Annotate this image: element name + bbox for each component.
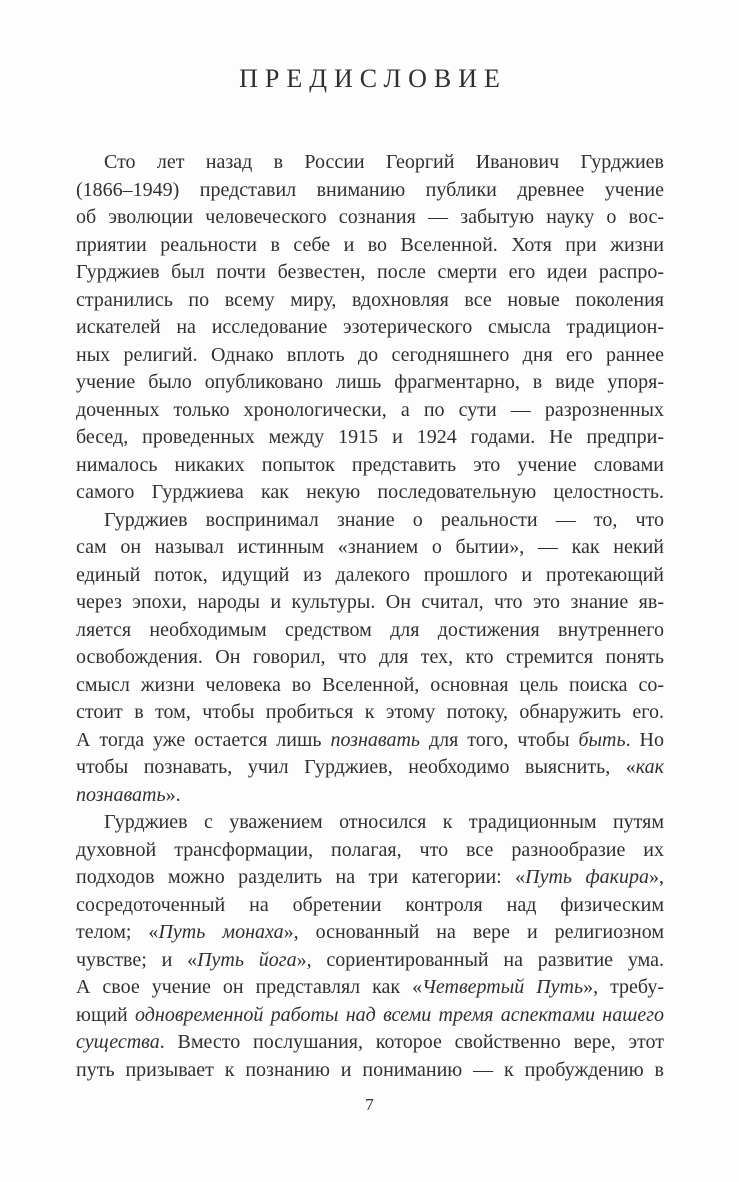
text-run: Сто лет назад в России Георгий Иванович Гурджиев [104, 151, 664, 173]
text-run: А свое учение он представлял как « [76, 976, 423, 998]
text-line [76, 314, 664, 342]
text-line [76, 397, 664, 425]
text-line [76, 177, 664, 205]
text-run: единый поток, идущий из далекого прошлого и протекающий [76, 563, 664, 586]
text-run: подходов можно разделить на три категории: « [76, 866, 526, 888]
text-line [76, 782, 664, 810]
text-run: Гурджиев был почти безвестен, после смерти его идеи распро- [76, 261, 664, 283]
text-line [76, 974, 664, 1002]
text-run: ляется необходимым средством для достижения внутреннего [76, 618, 664, 641]
text-line [76, 204, 664, 232]
text-run: познавать [330, 728, 420, 751]
text-run: ». [165, 783, 181, 806]
text-line [76, 369, 664, 397]
text-line [76, 452, 664, 480]
text-line [76, 699, 664, 727]
text-run: учение было опубликовано лишь фрагментарно, в виде упоря- [76, 371, 664, 393]
text-line [76, 809, 664, 837]
text-run: . Но [625, 728, 664, 751]
text-line [76, 837, 664, 865]
text-line [76, 1002, 664, 1030]
text-line [76, 617, 664, 645]
text-line [76, 479, 664, 507]
text-run: познавать [76, 783, 166, 806]
text-run: Путь монаха [158, 921, 284, 943]
text-line [76, 1029, 664, 1057]
text-run: освобождения. Он говорил, что для тех, кто стремится понять [76, 646, 664, 668]
text-run: Гурджиев с уважением относился к традиционным путям [104, 811, 664, 833]
text-line [76, 672, 664, 700]
text-run: сам он называл истинным «знанием о бытии», — как некий [76, 536, 664, 558]
text-line [76, 259, 664, 287]
text-run: для того, чтобы [420, 728, 579, 751]
text-line [76, 919, 664, 947]
text-run: бесед, проведенных между 1915 и 1924 годами. Не предпри- [76, 426, 664, 448]
paragraph [76, 507, 664, 810]
text-line [76, 534, 664, 562]
text-run: духовной трансформации, полагая, что все разнообразие их [76, 838, 664, 861]
text-line [76, 232, 664, 260]
text-run: », требу- [583, 976, 664, 998]
text-run: Четвертый Путь [422, 976, 584, 998]
text-run: стоит в том, чтобы пробиться к этому потоку, обнаружить его. [76, 701, 664, 723]
text-run: телом; « [76, 921, 159, 943]
paragraph [76, 149, 664, 507]
text-line [76, 1057, 664, 1085]
text-run: об эволюции человеческого сознания — забытую науку о вос- [76, 206, 664, 228]
text-line [76, 287, 664, 315]
text-run: сосредоточенный на обретении контроля над физическим [76, 893, 664, 916]
text-run: Гурджиев воспринимал знание о реальности — то, что [104, 508, 664, 531]
page-number: 7 [365, 1095, 374, 1114]
text-run: искателей на исследование эзотерического смысла традицион- [76, 316, 664, 338]
text-run: ющий [76, 1003, 136, 1026]
text-run: быть [578, 728, 626, 751]
text-run: нималось никаких попыток представить это учение словами [76, 453, 664, 476]
text-run: одновременной работы над всеми тремя аспектами нашего [135, 1003, 664, 1026]
page-title: ПРЕДИСЛОВИЕ [239, 64, 507, 93]
text-run: чтобы познавать, учил Гурджиев, необходимо выяснить, « [76, 756, 636, 778]
text-line [76, 947, 664, 975]
text-run: А тогда уже остается лишь [76, 728, 331, 751]
text-run: чувстве; и « [76, 948, 198, 971]
text-line [76, 562, 664, 590]
text-run: », сориентированный на развитие ума. [296, 948, 664, 971]
text-run: через эпохи, народы и культуры. Он считал, что это знание яв- [76, 591, 664, 613]
text-run: путь призывает к познанию и пониманию — к пробуждению в [76, 1058, 664, 1081]
text-run: Путь факира [525, 866, 650, 888]
text-line [76, 424, 664, 452]
text-run: . Вместо послушания, которое свойственно вере, этот [159, 1031, 664, 1053]
text-line [76, 644, 664, 672]
text-line [76, 864, 664, 892]
text-run: смысл жизни человека во Вселенной, основная цель поиска со- [76, 673, 664, 696]
text-block [76, 149, 664, 1084]
text-run: », основанный на вере и религиозном [283, 921, 664, 943]
text-line [76, 149, 664, 177]
paragraph [76, 809, 664, 1084]
text-line [76, 507, 664, 535]
text-run: странились по всему миру, вдохновляя все новые поколения [76, 288, 664, 311]
text-run: (1866–1949) представил вниманию публики древнее учение [76, 178, 664, 201]
text-run: ных религий. Однако вплоть до сегодняшнего дня его раннее [76, 343, 664, 366]
text-line [76, 754, 664, 782]
text-run: доченных только хронологически, а по сути — разрозненных [76, 398, 664, 421]
text-run: существа [76, 1031, 160, 1053]
text-run: Путь йога [197, 948, 297, 971]
text-run: », [649, 866, 664, 888]
text-line [76, 892, 664, 920]
text-run: самого Гурджиева как некую последовательную целостность. [76, 481, 664, 503]
text-run: приятии реальности в себе и во Вселенной. Хотя при жизни [76, 233, 664, 256]
text-line [76, 342, 664, 370]
text-line [76, 589, 664, 617]
text-line [76, 727, 664, 755]
text-run: как [635, 756, 664, 778]
